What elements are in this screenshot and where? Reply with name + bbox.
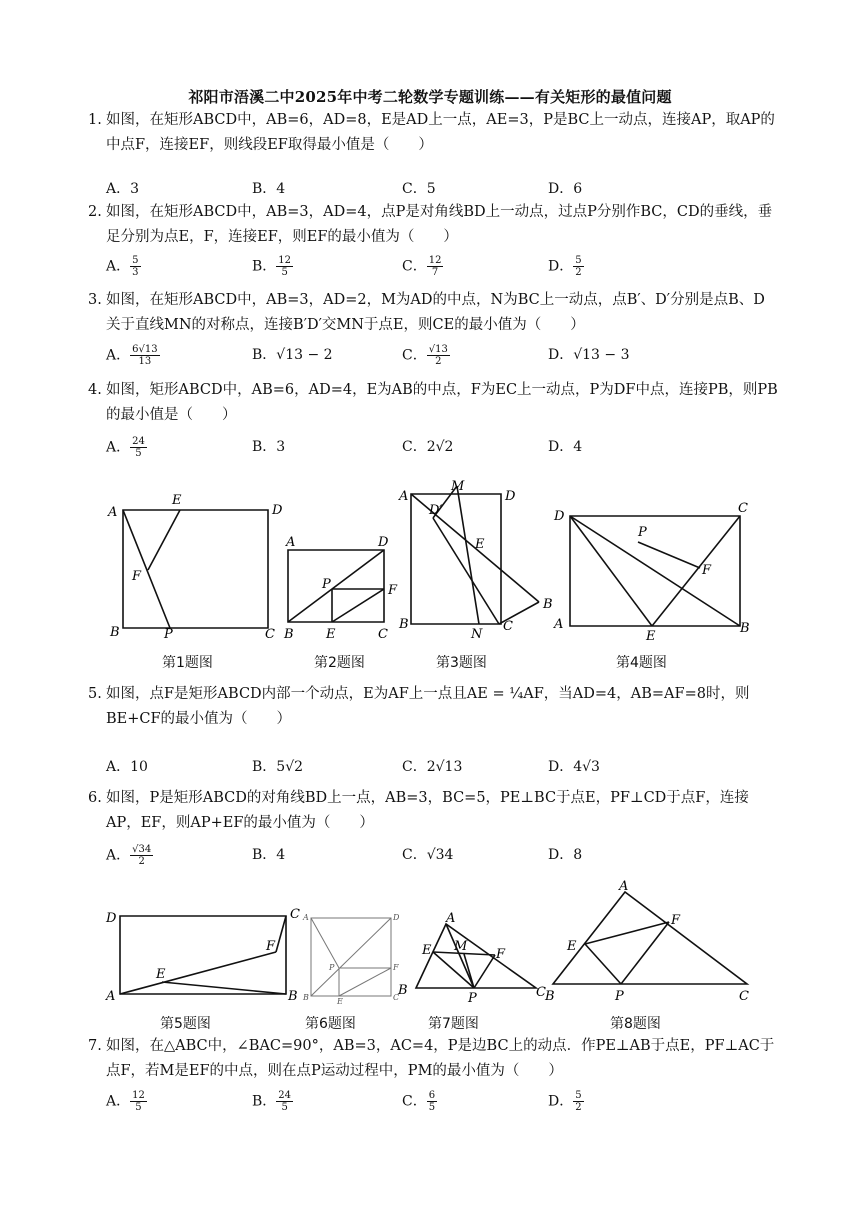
label-f: F xyxy=(132,569,142,584)
svg-text:P: P xyxy=(322,577,331,592)
svg-text:C: C xyxy=(290,907,300,922)
figure-6 xyxy=(303,912,403,1004)
options-6 xyxy=(106,844,766,870)
question-text: 如图，矩形ABCD中，AB=6，AD=4，E为AB的中点，F为EC上一动点，P为DF中点，连接PB，则PB的最小值是（ ） xyxy=(106,382,778,423)
option-d[interactable]: D．6 xyxy=(548,181,583,197)
question-1: 1. 如图，在矩形ABCD中，AB=6，AD=8，E是AD上一点，AE=3，P是BC上一动点，连接AP，取AP的中点F，连接EF，则线段EF取得最小值是（ ） xyxy=(88,108,778,158)
svg-text:A: A xyxy=(619,879,629,894)
question-text: 如图，在矩形ABCD中，AB=3，AD=2，M为AD的中点，N为BC上一动点，点B′、D′分别是点B、D关于直线MN的对称点，连接B′D′交MN于点E，则CE的最小值为（ ） xyxy=(106,292,765,333)
option-c[interactable]: C． $\frac{12}{7}$ xyxy=(402,255,442,278)
svg-text:D: D xyxy=(505,489,516,504)
svg-text:F: F xyxy=(671,913,681,928)
svg-text:P: P xyxy=(468,991,477,1006)
svg-text:C: C xyxy=(738,501,748,516)
option-b[interactable]: B．4 xyxy=(252,847,286,863)
svg-text:F: F xyxy=(702,563,712,578)
figure-1 xyxy=(100,490,283,650)
svg-text:B: B xyxy=(398,983,408,998)
svg-text:F: F xyxy=(266,939,276,954)
svg-text:E: E xyxy=(326,627,336,642)
svg-text:A: A xyxy=(303,913,309,922)
svg-text:C: C xyxy=(503,619,513,634)
option-a[interactable]: A． $\frac{√34}{2}$ xyxy=(106,844,152,867)
caption-fig-1: 第1题图 xyxy=(162,655,213,671)
svg-text:B: B xyxy=(303,993,309,1002)
figure-4 xyxy=(548,496,763,646)
svg-text:C: C xyxy=(393,993,400,1002)
svg-text:D: D xyxy=(393,913,400,922)
question-text: 如图，P是矩形ABCD的对角线BD上一点，AB=3，BC=5，PE⊥BC于点E，PF⊥CD于点F，连接AP，EF，则AP+EF的最小值为（ ） xyxy=(106,790,749,831)
caption-fig-6: 第6题图 xyxy=(305,1016,356,1032)
svg-text:E: E xyxy=(567,939,577,954)
triangle-abc xyxy=(553,892,747,984)
svg-text:B: B xyxy=(288,989,298,1004)
label-d: D xyxy=(272,503,283,518)
question-5: 5. 如图，点F是矩形ABCD内部一个动点，E为AF上一点且AE = ¼AF，当AD=4，AB=AF=8时，则BE+CF的最小值为（ ） xyxy=(88,682,778,732)
svg-text:E: E xyxy=(422,943,432,958)
svg-text:B: B xyxy=(545,989,555,1004)
caption-fig-2: 第2题图 xyxy=(314,655,365,671)
option-a[interactable]: A．3 xyxy=(106,181,140,197)
option-b[interactable]: B．√13 − 2 xyxy=(252,347,333,363)
svg-text:B: B xyxy=(740,621,750,636)
option-c[interactable]: C．√34 xyxy=(402,847,454,863)
caption-fig-4: 第4题图 xyxy=(616,655,667,671)
svg-text:F: F xyxy=(496,947,506,962)
svg-text:E: E xyxy=(646,629,656,644)
svg-text:B: B xyxy=(284,627,294,642)
rect-abcd xyxy=(120,916,286,994)
question-7: 7. 如图，在△ABC中，∠BAC=90°，AB=3，AC=4，P是边BC上的动点．作PE⊥AB于点E，PF⊥AC于点F，若M是EF的中点，则在点P运动过程中，PM的最小值为（ ） xyxy=(88,1034,778,1084)
question-4: 4. 如图，矩形ABCD中，AB=6，AD=4，E为AB的中点，F为EC上一动点，P为DF中点，连接PB，则PB的最小值是（ ） xyxy=(88,378,778,428)
segment-ef xyxy=(332,589,384,622)
option-a[interactable]: A．10 xyxy=(106,759,148,775)
option-c[interactable]: C．2√13 xyxy=(402,759,463,775)
option-d[interactable]: D．4√3 xyxy=(548,759,600,775)
options-5 xyxy=(106,756,766,782)
option-b[interactable]: B． $\frac{24}{5}$ xyxy=(252,1090,292,1113)
option-d[interactable]: D．8 xyxy=(548,847,583,863)
svg-text:B: B xyxy=(399,617,409,632)
svg-text:A: A xyxy=(446,911,456,926)
option-c[interactable]: C．2√2 xyxy=(402,439,454,455)
segment-mn xyxy=(457,486,479,624)
label-p: P xyxy=(164,627,173,642)
svg-text:C: C xyxy=(739,989,749,1004)
svg-text:P: P xyxy=(638,525,647,540)
svg-text:C: C xyxy=(536,985,546,1000)
option-a[interactable]: A． $\frac{12}{5}$ xyxy=(106,1090,145,1113)
options-4 xyxy=(106,436,766,462)
option-d[interactable]: D．√13 − 3 xyxy=(548,347,630,363)
svg-text:F: F xyxy=(388,583,398,598)
caption-fig-7: 第7题图 xyxy=(428,1016,479,1032)
caption-fig-5: 第5题图 xyxy=(160,1016,211,1032)
option-b[interactable]: B．4 xyxy=(252,181,286,197)
options-2 xyxy=(106,255,766,281)
question-text: 如图，在矩形ABCD中，AB=6，AD=8，E是AD上一点，AE=3，P是BC上一动点，连接AP，取AP的中点F，连接EF，则线段EF取得最小值是（ ） xyxy=(106,112,775,153)
question-text: 如图，在△ABC中，∠BAC=90°，AB=3，AC=4，P是边BC上的动点．作PE⊥AB于点E，PF⊥AC于点F，若M是EF的中点，则在点P运动过程中，PM的最小值为（ ） xyxy=(106,1038,775,1079)
option-d[interactable]: D． $\frac{5}{2}$ xyxy=(548,255,582,278)
options-3 xyxy=(106,344,766,370)
question-6: 6. 如图，P是矩形ABCD的对角线BD上一点，AB=3，BC=5，PE⊥BC于点E，PF⊥CD于点F，连接AP，EF，则AP+EF的最小值为（ ） xyxy=(88,786,778,836)
svg-text:D: D xyxy=(378,535,389,550)
figure-5 xyxy=(100,900,310,1010)
triangle-abc xyxy=(416,924,536,988)
rect-abcd xyxy=(123,510,268,628)
option-c[interactable]: C． $\frac{√13}{2}$ xyxy=(402,344,448,367)
page-title: 祁阳市浯溪二中2025年中考二轮数学专题训练——有关矩形的最值问题 xyxy=(188,88,672,106)
svg-text:M: M xyxy=(454,939,468,954)
label-c: C xyxy=(265,627,275,642)
caption-fig-3: 第3题图 xyxy=(436,655,487,671)
svg-text:E: E xyxy=(337,997,343,1006)
svg-text:N: N xyxy=(471,627,483,642)
option-b[interactable]: B．5√2 xyxy=(252,759,304,775)
diagonal-bd xyxy=(288,550,384,622)
figure-8 xyxy=(545,878,765,1008)
svg-text:E: E xyxy=(475,537,485,552)
svg-text:A: A xyxy=(286,535,296,550)
label-e: E xyxy=(172,493,182,508)
option-c[interactable]: C． $\frac{6}{5}$ xyxy=(402,1090,436,1113)
figure-3 xyxy=(395,478,560,643)
label-b: B xyxy=(110,625,120,640)
svg-text:P: P xyxy=(329,963,335,972)
option-d[interactable]: D．4 xyxy=(548,439,583,455)
svg-text:A: A xyxy=(106,989,116,1004)
svg-text:D: D xyxy=(106,911,117,926)
segment-ef xyxy=(148,510,180,570)
svg-text:D: D xyxy=(554,509,565,524)
svg-text:E: E xyxy=(156,967,166,982)
question-text: 如图，点F是矩形ABCD内部一个动点，E为AF上一点且AE = ¼AF，当AD=4，AB=AF=8时，则BE+CF的最小值为（ ） xyxy=(106,686,750,727)
question-3: 3. 如图，在矩形ABCD中，AB=3，AD=2，M为AD的中点，N为BC上一动点，点B′、D′分别是点B、D关于直线MN的对称点，连接B′D′交MN于点E，则CE的最小值为（ ） xyxy=(88,288,778,338)
svg-text:B: B xyxy=(543,597,553,612)
option-c[interactable]: C．5 xyxy=(402,181,436,197)
question-2: 2. 如图，在矩形ABCD中，AB=3，AD=4，点P是对角线BD上一动点，过点P分别作BC，CD的垂线，垂足分别为点E，F，连接EF，则EF的最小值为（ ） xyxy=(88,200,778,250)
options-7 xyxy=(106,1090,766,1116)
segment-ap xyxy=(123,510,170,628)
svg-text:M: M xyxy=(451,479,465,494)
option-b[interactable]: B．3 xyxy=(252,439,286,455)
option-b[interactable]: B． $\frac{12}{5}$ xyxy=(252,255,292,278)
svg-text:D′: D′ xyxy=(429,503,443,518)
svg-text:A: A xyxy=(554,617,564,632)
question-text: 如图，在矩形ABCD中，AB=3，AD=4，点P是对角线BD上一动点，过点P分别作BC，CD的垂线，垂足分别为点E，F，连接EF，则EF的最小值为（ ） xyxy=(106,204,773,245)
option-a[interactable]: A． $\frac{6√13}{13}$ xyxy=(106,344,158,367)
svg-text:C: C xyxy=(378,627,388,642)
svg-text:P: P xyxy=(615,989,624,1004)
label-a: A xyxy=(108,505,118,520)
option-a[interactable]: A． $\frac{24}{5}$ xyxy=(106,436,145,459)
option-d[interactable]: D． $\frac{5}{2}$ xyxy=(548,1090,582,1113)
figure-2 xyxy=(280,530,400,650)
figure-7 xyxy=(396,910,551,1010)
option-a[interactable]: A． $\frac{5}{3}$ xyxy=(106,255,139,278)
svg-text:F: F xyxy=(393,963,399,972)
svg-text:A: A xyxy=(399,489,409,504)
caption-fig-8: 第8题图 xyxy=(610,1016,661,1032)
